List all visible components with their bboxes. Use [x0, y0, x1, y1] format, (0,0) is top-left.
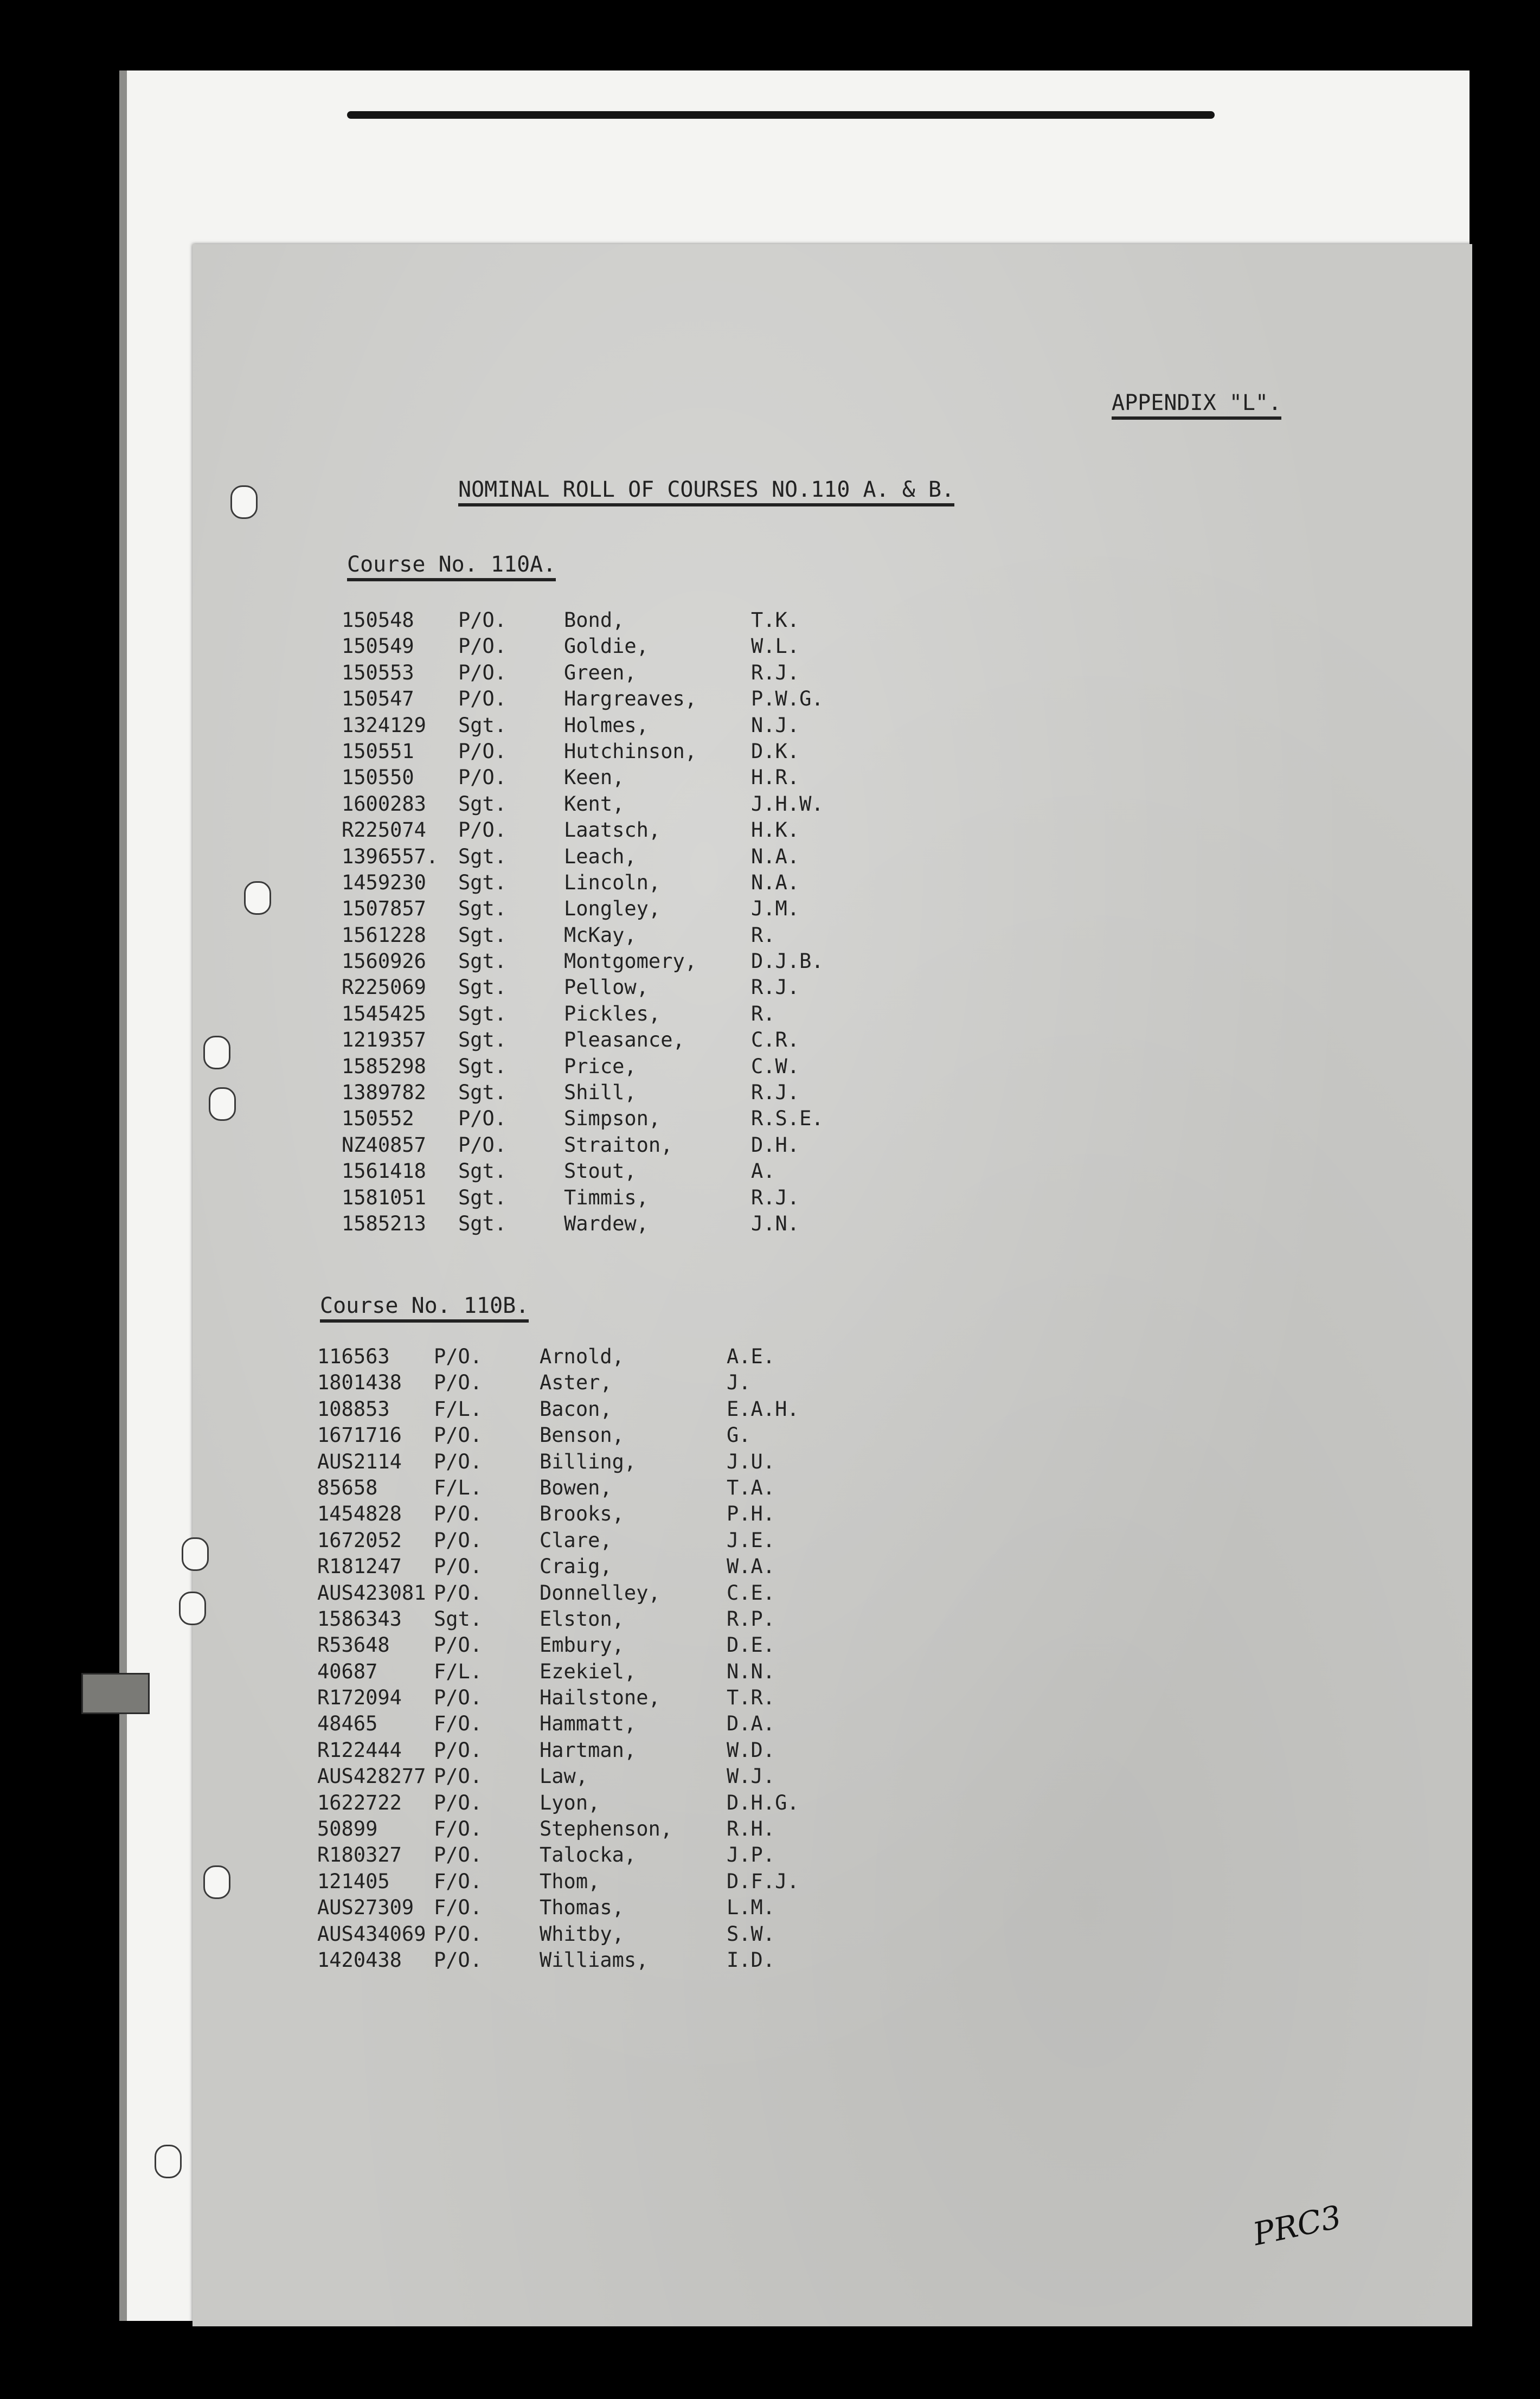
surname: Pleasance,: [564, 1028, 685, 1052]
roster-row: [342, 1159, 884, 1185]
punch-hole: [182, 1537, 209, 1571]
service-number: 150553: [342, 660, 414, 684]
initials: N.A.: [751, 870, 800, 894]
service-number: 1324129: [342, 713, 426, 737]
rank: P/O.: [458, 818, 507, 842]
service-number: 1219357: [342, 1028, 426, 1052]
service-number: 40687: [317, 1659, 378, 1683]
initials: I.D.: [727, 1948, 775, 1972]
rank: F/L.: [434, 1476, 483, 1499]
service-number: AUS423081: [317, 1581, 426, 1605]
initials: N.J.: [751, 713, 800, 737]
surname: Lincoln,: [564, 870, 661, 894]
initials: D.A.: [727, 1712, 775, 1736]
roster-row: [317, 1660, 859, 1686]
service-number: R53648: [317, 1633, 390, 1657]
initials: R.P.: [727, 1607, 775, 1631]
service-number: 1454828: [317, 1502, 402, 1526]
initials: E.A.H.: [727, 1397, 799, 1421]
initials: J.H.W.: [751, 792, 824, 816]
surname: Bacon,: [540, 1397, 612, 1421]
surname: Williams,: [540, 1948, 649, 1972]
punch-hole: [209, 1087, 236, 1121]
surname: Bond,: [564, 608, 625, 632]
roster-row: [317, 1423, 859, 1449]
rank: P/O.: [434, 1843, 483, 1867]
rank: Sgt.: [458, 844, 507, 868]
handwritten-initials: PRC3: [1249, 2198, 1345, 2253]
initials: A.: [751, 1159, 775, 1183]
rank: P/O.: [434, 1555, 483, 1579]
surname: Ezekiel,: [540, 1659, 637, 1683]
rank: Sgt.: [458, 1002, 507, 1025]
roster-row: [317, 1817, 859, 1843]
surname: Arnold,: [540, 1345, 624, 1368]
rank: F/L.: [434, 1659, 483, 1683]
service-number: AUS434069: [317, 1922, 426, 1946]
surname: Simpson,: [564, 1107, 661, 1131]
rank: P/O.: [434, 1765, 483, 1788]
roster-row: [342, 661, 884, 687]
service-number: 150551: [342, 739, 414, 763]
binding-edge: [119, 70, 127, 2321]
rank: F/O.: [434, 1712, 483, 1736]
roster-row: [317, 1739, 859, 1765]
rank: P/O.: [458, 1107, 507, 1131]
document-title: NOMINAL ROLL OF COURSES NO.110 A. & B.: [458, 477, 954, 506]
punch-hole: [155, 2145, 182, 2178]
service-number: R225069: [342, 976, 426, 999]
initials: J.: [727, 1371, 751, 1395]
roster-row: [342, 897, 884, 923]
rank: F/O.: [434, 1817, 483, 1841]
roster-row: [342, 1028, 884, 1054]
surname: Elston,: [540, 1607, 624, 1631]
service-number: 1561418: [342, 1159, 426, 1183]
roster-row: [342, 792, 884, 818]
service-number: AUS2114: [317, 1449, 402, 1473]
surname: Stephenson,: [540, 1817, 673, 1841]
service-number: R181247: [317, 1555, 402, 1579]
service-number: 1585298: [342, 1054, 426, 1078]
rank: Sgt.: [458, 1028, 507, 1052]
binder-clip: [81, 1673, 150, 1714]
initials: D.J.B.: [751, 950, 824, 973]
initials: N.A.: [751, 844, 800, 868]
roster-row: [342, 608, 884, 634]
initials: C.E.: [727, 1581, 775, 1605]
surname: Stout,: [564, 1159, 637, 1183]
surname: Straiton,: [564, 1133, 673, 1157]
roster-row: [317, 1345, 859, 1371]
rank: P/O.: [458, 1133, 507, 1157]
roster-row: [342, 976, 884, 1002]
initials: J.E.: [727, 1528, 775, 1552]
initials: W.J.: [727, 1765, 775, 1788]
punch-hole: [203, 1036, 230, 1069]
rank: Sgt.: [458, 923, 507, 947]
service-number: 1600283: [342, 792, 426, 816]
roster-row: [317, 1607, 859, 1633]
service-number: 1622722: [317, 1791, 402, 1814]
initials: R.S.E.: [751, 1107, 824, 1131]
rank: Sgt.: [458, 713, 507, 737]
surname: McKay,: [564, 923, 637, 947]
roster-row: [317, 1476, 859, 1502]
rank: P/O.: [434, 1948, 483, 1972]
surname: Hargreaves,: [564, 687, 697, 711]
initials: R.J.: [751, 976, 800, 999]
service-number: 1671716: [317, 1423, 402, 1447]
appendix-label: APPENDIX "L".: [1112, 390, 1281, 420]
roster-row: [342, 845, 884, 871]
surname: Goldie,: [564, 634, 649, 658]
course-110b-roster: [317, 1345, 859, 1974]
service-number: 50899: [317, 1817, 378, 1841]
rank: P/O.: [434, 1922, 483, 1946]
surname: Billing,: [540, 1449, 637, 1473]
rank: P/O.: [434, 1633, 483, 1657]
surname: Holmes,: [564, 713, 649, 737]
rank: F/O.: [434, 1896, 483, 1920]
initials: T.R.: [727, 1686, 775, 1710]
service-number: 1507857: [342, 897, 426, 921]
surname: Donnelley,: [540, 1581, 660, 1605]
initials: D.E.: [727, 1633, 775, 1657]
surname: Hammatt,: [540, 1712, 637, 1736]
roster-row: [317, 1581, 859, 1607]
service-number: 1396557.: [342, 844, 439, 868]
roster-row: [342, 1055, 884, 1081]
rank: P/O.: [434, 1738, 483, 1762]
surname: Longley,: [564, 897, 661, 921]
rank: P/O.: [458, 766, 507, 790]
roster-row: [317, 1765, 859, 1791]
rank: P/O.: [434, 1423, 483, 1447]
course-110b-heading: Course No. 110B.: [320, 1293, 529, 1323]
rank: Sgt.: [458, 1159, 507, 1183]
surname: Talocka,: [540, 1843, 637, 1867]
rank: Sgt.: [458, 792, 507, 816]
initials: C.W.: [751, 1054, 800, 1078]
roster-row: [317, 1896, 859, 1922]
initials: D.F.J.: [727, 1869, 799, 1893]
initials: J.N.: [751, 1211, 800, 1235]
roster-row: [342, 634, 884, 660]
initials: R.J.: [751, 660, 800, 684]
surname: Craig,: [540, 1555, 612, 1579]
rank: F/O.: [434, 1869, 483, 1893]
surname: Pellow,: [564, 976, 649, 999]
initials: G.: [727, 1423, 751, 1447]
initials: J.P.: [727, 1843, 775, 1867]
service-number: 150547: [342, 687, 414, 711]
roster-row: [317, 1502, 859, 1528]
punch-hole: [244, 881, 271, 915]
service-number: 1545425: [342, 1002, 426, 1025]
surname: Thom,: [540, 1869, 600, 1893]
rank: P/O.: [434, 1502, 483, 1526]
rank: Sgt.: [458, 1081, 507, 1105]
initials: C.R.: [751, 1028, 800, 1052]
rank: Sgt.: [458, 1185, 507, 1209]
initials: S.W.: [727, 1922, 775, 1946]
initials: W.D.: [727, 1738, 775, 1762]
roster-row: [342, 1002, 884, 1028]
service-number: 1389782: [342, 1081, 426, 1105]
service-number: R180327: [317, 1843, 402, 1867]
roster-row: [342, 1133, 884, 1159]
roster-row: [317, 1791, 859, 1817]
surname: Timmis,: [564, 1185, 649, 1209]
surname: Hailstone,: [540, 1686, 660, 1710]
initials: W.L.: [751, 634, 800, 658]
service-number: 1586343: [317, 1607, 402, 1631]
roster-row: [317, 1397, 859, 1423]
rank: Sgt.: [458, 976, 507, 999]
punch-hole: [179, 1592, 206, 1625]
roster-row: [317, 1529, 859, 1555]
service-number: R122444: [317, 1738, 402, 1762]
roster-row: [342, 740, 884, 766]
surname: Price,: [564, 1054, 637, 1078]
surname: Lyon,: [540, 1791, 600, 1814]
roster-row: [342, 950, 884, 976]
service-number: 108853: [317, 1397, 390, 1421]
roster-row: [317, 1870, 859, 1896]
rank: P/O.: [458, 739, 507, 763]
rank: P/O.: [434, 1686, 483, 1710]
surname: Embury,: [540, 1633, 624, 1657]
roster-row: [317, 1922, 859, 1948]
roster-row: [342, 923, 884, 950]
initials: R.J.: [751, 1185, 800, 1209]
rank: P/O.: [434, 1371, 483, 1395]
initials: R.: [751, 1002, 775, 1025]
course-110a-roster: [342, 608, 884, 1238]
surname: Wardew,: [564, 1211, 649, 1235]
punch-hole: [203, 1865, 230, 1899]
service-number: 85658: [317, 1476, 378, 1499]
initials: J.U.: [727, 1449, 775, 1473]
surname: Hutchinson,: [564, 739, 697, 763]
service-number: NZ40857: [342, 1133, 426, 1157]
rank: Sgt.: [458, 870, 507, 894]
rank: P/O.: [458, 660, 507, 684]
rank: Sgt.: [458, 950, 507, 973]
initials: A.E.: [727, 1345, 775, 1368]
service-number: 48465: [317, 1712, 378, 1736]
initials: R.H.: [727, 1817, 775, 1841]
surname: Bowen,: [540, 1476, 612, 1499]
service-number: 1581051: [342, 1185, 426, 1209]
roster-row: [317, 1633, 859, 1659]
service-number: 150548: [342, 608, 414, 632]
initials: R.J.: [751, 1081, 800, 1105]
roster-row: [317, 1555, 859, 1581]
initials: J.M.: [751, 897, 800, 921]
service-number: 1459230: [342, 870, 426, 894]
service-number: 150552: [342, 1107, 414, 1131]
punch-hole: [230, 485, 258, 519]
roster-row: [317, 1371, 859, 1397]
rank: P/O.: [434, 1528, 483, 1552]
service-number: 1561228: [342, 923, 426, 947]
surname: Aster,: [540, 1371, 612, 1395]
initials: H.R.: [751, 766, 800, 790]
service-number: 1672052: [317, 1528, 402, 1552]
service-number: 116563: [317, 1345, 390, 1368]
surname: Montgomery,: [564, 950, 697, 973]
rank: F/L.: [434, 1397, 483, 1421]
roster-row: [342, 1212, 884, 1238]
service-number: AUS428277: [317, 1765, 426, 1788]
roster-row: [342, 687, 884, 713]
surname: Keen,: [564, 766, 625, 790]
rank: Sgt.: [434, 1607, 483, 1631]
initials: P.H.: [727, 1502, 775, 1526]
service-number: 1801438: [317, 1371, 402, 1395]
surname: Green,: [564, 660, 637, 684]
surname: Brooks,: [540, 1502, 624, 1526]
surname: Law,: [540, 1765, 588, 1788]
surname: Pickles,: [564, 1002, 661, 1025]
initials: R.: [751, 923, 775, 947]
roster-row: [342, 1186, 884, 1212]
service-number: R225074: [342, 818, 426, 842]
roster-row: [342, 818, 884, 844]
service-number: 150550: [342, 766, 414, 790]
service-number: 121405: [317, 1869, 390, 1893]
service-number: AUS27309: [317, 1896, 414, 1920]
service-number: R172094: [317, 1686, 402, 1710]
rank: P/O.: [458, 687, 507, 711]
service-number: 1585213: [342, 1211, 426, 1235]
roster-row: [317, 1948, 859, 1974]
surname: Kent,: [564, 792, 625, 816]
roster-row: [342, 714, 884, 740]
initials: T.K.: [751, 608, 800, 632]
roster-row: [342, 1081, 884, 1107]
rank: Sgt.: [458, 897, 507, 921]
service-number: 1560926: [342, 950, 426, 973]
surname: Leach,: [564, 844, 637, 868]
rank: Sgt.: [458, 1054, 507, 1078]
rank: P/O.: [434, 1791, 483, 1814]
roster-row: [317, 1450, 859, 1476]
surname: Thomas,: [540, 1896, 624, 1920]
rank: P/O.: [458, 608, 507, 632]
rank: P/O.: [458, 634, 507, 658]
initials: H.K.: [751, 818, 800, 842]
surname: Clare,: [540, 1528, 612, 1552]
initials: P.W.G.: [751, 687, 824, 711]
surname: Whitby,: [540, 1922, 624, 1946]
service-number: 150549: [342, 634, 414, 658]
course-110a-heading: Course No. 110A.: [347, 552, 556, 581]
roster-row: [342, 766, 884, 792]
initials: D.K.: [751, 739, 800, 763]
surname: Laatsch,: [564, 818, 661, 842]
rank: P/O.: [434, 1345, 483, 1368]
roster-row: [342, 1107, 884, 1133]
roster-row: [317, 1686, 859, 1712]
rank: P/O.: [434, 1449, 483, 1473]
backing-sheet-rule: [347, 111, 1215, 119]
initials: D.H.G.: [727, 1791, 799, 1814]
initials: D.H.: [751, 1133, 800, 1157]
rank: Sgt.: [458, 1211, 507, 1235]
service-number: 1420438: [317, 1948, 402, 1972]
surname: Hartman,: [540, 1738, 637, 1762]
roster-row: [342, 871, 884, 897]
roster-row: [317, 1843, 859, 1869]
initials: W.A.: [727, 1555, 775, 1579]
surname: Benson,: [540, 1423, 624, 1447]
surname: Shill,: [564, 1081, 637, 1105]
initials: L.M.: [727, 1896, 775, 1920]
initials: N.N.: [727, 1659, 775, 1683]
initials: T.A.: [727, 1476, 775, 1499]
roster-row: [317, 1712, 859, 1738]
rank: P/O.: [434, 1581, 483, 1605]
